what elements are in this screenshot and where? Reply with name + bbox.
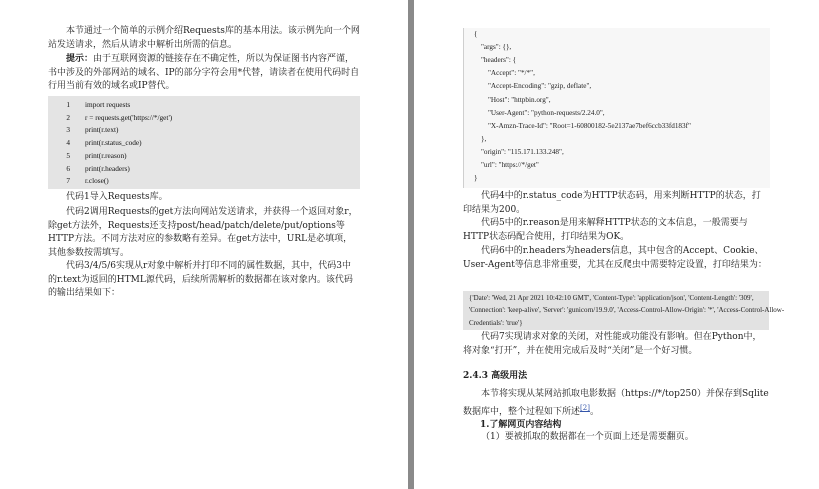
code-line-number: 7 — [66, 176, 70, 186]
code1-explanation: 代码1导入Requests库。 — [66, 192, 168, 202]
code-line-text: print(r.status_code) — [85, 138, 142, 148]
code-line-number: 5 — [66, 150, 70, 160]
text-output-line: "url": "https://*/get" — [481, 161, 539, 169]
text-output-line: "Accept": "*/*", — [488, 69, 535, 78]
right-page — [414, 0, 819, 489]
code-line-number: 3 — [66, 125, 70, 135]
section-heading: 2.4.3 高级用法 — [463, 371, 528, 381]
text-output-line: "origin": "115.171.133.248", — [481, 147, 564, 156]
step1-paragraph: （1）要被抓取的数据都在一个页面上还是需要翻页。 — [481, 432, 694, 442]
tip-text: 由于互联网资源的链接存在不确定性，所以为保证图书内容严谨，书中涉及的外部网站的域名、IP的部分字符会用*代替，请读者在使用代码时自行用当前有效的域名或IP替代。 — [48, 54, 360, 92]
headers-paragraph: 代码6中的r.headers为headers信息，其中包含的Accept、Cookie、User-Agent等信息非常重要，尤其在反爬虫中需要特定设置，打印结果为： — [463, 246, 767, 270]
headers-output-line: 'Connection': 'keep-alive', 'Server': 'gunicorn/19.9.0', 'Access-Control-Allow-Origin': '*', 'Access-Control-Allow- — [469, 306, 785, 315]
advanced-intro-paragraph — [463, 388, 769, 419]
text-output-line: } — [474, 174, 478, 183]
reason-paragraph: 代码5中的r.reason是用来解释HTTP状态的文本信息，一般需要与HTTP状态码配合使用，打印结果为OK。 — [463, 218, 748, 242]
tip-label: 提示： — [66, 54, 94, 64]
status-code-paragraph: 代码4中的r.status_code为HTTP状态码，用来判断HTTP的状态，打印结果为200。 — [463, 191, 761, 215]
code-line-number: 2 — [66, 112, 70, 122]
text-output-line: "args": {}, — [481, 43, 512, 52]
subheading: 1.了解网页内容结构 — [480, 420, 562, 430]
text-output-line: "Accept-Encoding": "gzip, deflate", — [488, 82, 592, 91]
advanced-intro-end: 。 — [589, 406, 599, 417]
code-line-text: r = requests.get('https://*/get') — [85, 112, 173, 122]
text-output-line: "headers": { — [481, 56, 517, 65]
text-output-line: "Host": "httpbin.org", — [488, 95, 551, 104]
intro-paragraph: 本节通过一个简单的示例介绍Requests库的基本用法。该示例先向一个网站发送请求，然后从请求中解析出所需的信息。 — [48, 26, 360, 50]
close-paragraph: 代码7实现请求对象的关闭，对性能或功能没有影响。但在Python中，将对象“打开”，并在使用完成后及时“关闭”是一个好习惯。 — [463, 332, 762, 356]
reference-link[interactable]: [2] — [580, 403, 590, 412]
code-line-number: 1 — [66, 100, 70, 109]
code-listing — [48, 96, 360, 189]
code-line-text: r.close() — [85, 176, 109, 186]
tip-paragraph — [48, 53, 360, 94]
code-line-text: print(r.reason) — [85, 150, 127, 160]
code3-6-explanation: 代码3/4/5/6实现从r对象中解析并打印不同的属性数据，其中，代码3中的r.text为返回的HTML源代码，后续所需解析的数据都在该对象内。该代码的输出结果如下： — [48, 261, 353, 299]
code-line-text: import requests — [85, 100, 131, 109]
text-output-line: "User-Agent": "python-requests/2.24.0", — [488, 108, 605, 117]
left-page — [0, 0, 408, 489]
text-output-line: { — [474, 30, 478, 38]
headers-output-line: Credentials': 'true'} — [469, 318, 523, 327]
headers-output-block — [463, 291, 785, 330]
code-line-number: 6 — [66, 163, 70, 173]
text-output-line: "X-Amzn-Trace-Id": "Root=1-60800182-5e2137ae7bef6ccb33fd183f" — [488, 121, 691, 130]
code-line-text: print(r.text) — [85, 125, 119, 135]
headers-output-line: {'Date': 'Wed, 21 Apr 2021 10:42:10 GMT', 'Content-Type': 'application/json', 'Content-Length': '309', — [469, 294, 754, 302]
code2-explanation: 代码2调用Requests的get方法向网站发送请求，并获得一个返回对象r，除get方法外，Requests还支持post/head/patch/delete/put/options等HTTP方法。不同方法对应的参数略有差异。在get方法中，URL是必填项，其他参数按需填写。 — [48, 207, 358, 258]
text-output-line: }, — [481, 134, 487, 143]
code-line-number: 4 — [66, 138, 70, 148]
code-line-text: print(r.headers) — [85, 163, 130, 173]
text-output-block — [463, 28, 770, 188]
advanced-intro-text: 本节将实现从某网站抓取电影数据（https://*/top250）并保存到Sqlite数据库中，整个过程如下所述 — [463, 389, 769, 417]
